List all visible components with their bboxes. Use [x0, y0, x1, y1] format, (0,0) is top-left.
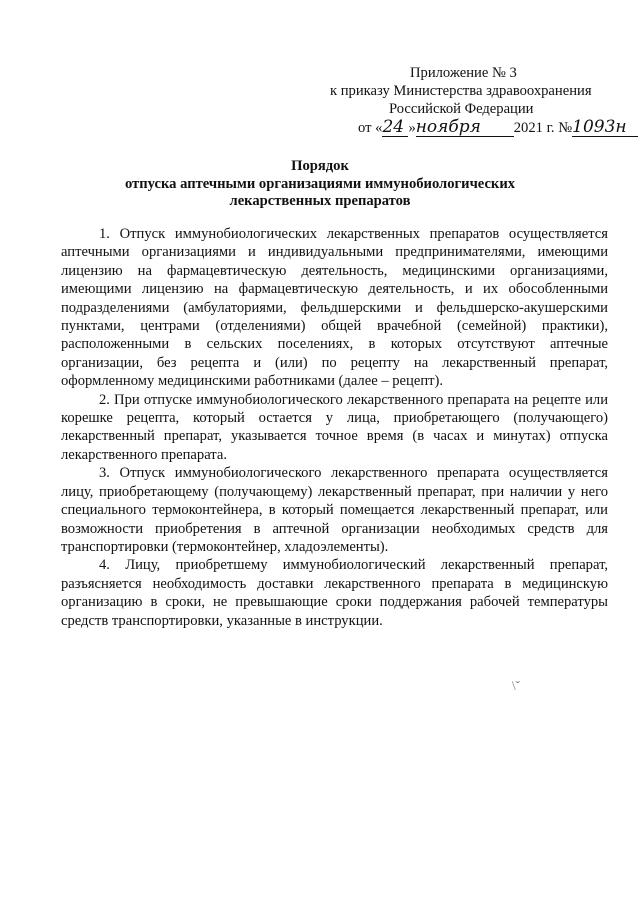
title-line-1: Порядок	[291, 158, 349, 174]
document-body	[61, 225, 608, 630]
appendix-number: Приложение № 3	[410, 65, 517, 81]
order-date-line	[300, 117, 627, 137]
title-line-3: лекарственных препаратов	[229, 193, 411, 209]
title-line-2: отпуска аптечными организациями иммунобиологических	[124, 175, 516, 192]
paragraph-2: 2. При отпуске иммунобиологического лекарственного препарата на рецепте или корешке рецепта, который остается у лица, приобретающего (получающего) лекарственный препарат, указывается точное время (в часах и минутах) отпуска лекарственного препарата.	[61, 391, 608, 463]
order-reference: к приказу Министерства здравоохранения	[330, 83, 592, 99]
year-text: 2021 г. №	[513, 120, 573, 136]
document-title	[60, 158, 580, 211]
date-mid: »	[408, 120, 416, 136]
handwritten-order-number: 1093н	[572, 118, 638, 137]
paragraph-4: 4. Лицу, приобретшему иммунобиологический лекарственный препарат, разъясняется необходимость доставки лекарственного препарата в медицинскую организацию в сроки, не превышающие сроки поддержания рабочей температуры средств транспортировки, указанные в инструкции.	[61, 557, 608, 629]
ministry-country: Российской Федерации	[389, 101, 534, 117]
scan-mark: \ˇ	[512, 678, 520, 693]
appendix-header	[300, 64, 627, 137]
handwritten-day: 24	[382, 118, 408, 137]
handwritten-month: ноября	[416, 118, 514, 137]
date-prefix: от «	[358, 120, 383, 136]
paragraph-3: 3. Отпуск иммунобиологического лекарственного препарата осуществляется лицу, приобретающему (получающему) лекарственный препарат, при наличии у него специального термоконтейнера, в который помещается лекарственный препарат, или возможности приобретения в аптечной организации необходимых средств для транспортировки (термоконтейнер, хладоэлементы).	[61, 465, 608, 555]
paragraph-1: 1. Отпуск иммунобиологических лекарственных препаратов осуществляется аптечными организациями и индивидуальными предпринимателями, имеющими лицензию на фармацевтическую деятельность, медицинскими организациями, имеющими лицензию на фармацевтическую деятельность, и их обособленными подразделениями (амбулаториями, фельдшерскими и фельдшерско-акушерскими пунктами, центрами (отделениями) общей врачебной (семейной) практики), расположенными в сельских поселениях, в которых отсутствуют аптечные организации, без рецепта и (или) по рецепту на лекарственный препарат, оформленному медицинскими работниками (далее – рецепт).	[61, 226, 608, 390]
